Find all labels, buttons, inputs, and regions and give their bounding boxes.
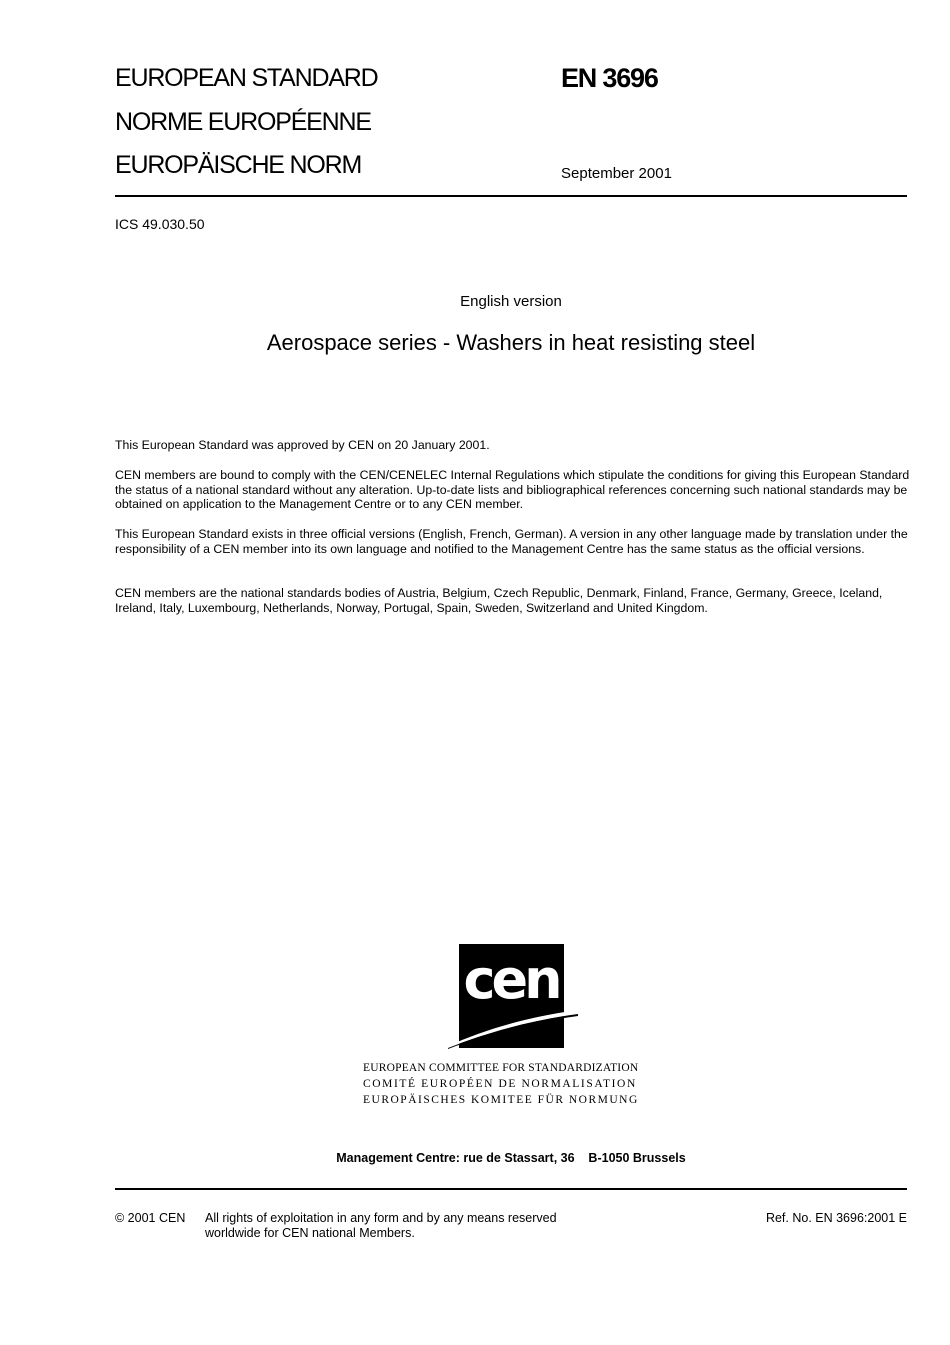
title-german: EUROPÄISCHE NORM: [115, 151, 362, 179]
approval-paragraph: This European Standard was approved by CEN on 20 January 2001.: [115, 438, 490, 452]
publication-date: September 2001: [561, 165, 672, 182]
committee-name-french: COMITÉ EUROPÉEN DE NORMALISATION: [363, 1078, 637, 1090]
language-version: English version: [460, 293, 562, 310]
header-divider: [115, 195, 907, 197]
logo-text: cen: [463, 948, 559, 1011]
title-english: EUROPEAN STANDARD: [115, 64, 378, 92]
members-paragraph: CEN members are the national standards bodies of Austria, Belgium, Czech Republic, Denmark, Finland, France, Germany, Greece, Iceland, Ireland, Italy, Luxembourg, Netherlands, Norway, Portugal, Spain, Sweden, Switzerland and United Kingdom.: [115, 586, 883, 615]
regulations-paragraph: CEN members are bound to comply with the CEN/CENELEC Internal Regulations which stipulate the conditions for giving this European Standard the status of a national standard without any alteration. Up-to-date lists and bibliographical references concerning such national standards may be obtained on application to the Management Centre or to any CEN member.: [115, 468, 910, 512]
document-number: EN 3696: [561, 63, 658, 93]
versions-paragraph: This European Standard exists in three official versions (English, French, German). A version in any other language made by translation under the responsibility of a CEN member into its own language and notified to the Management Centre has the same status as the official versions.: [115, 527, 908, 556]
rights-line-2: worldwide for CEN national Members.: [205, 1226, 415, 1240]
management-centre-address: Management Centre: rue de Stassart, 36 B-1050 Brussels: [336, 1151, 686, 1165]
footer-divider: [115, 1188, 907, 1190]
committee-name-german: EUROPÄISCHES KOMITEE FÜR NORMUNG: [363, 1094, 639, 1106]
cen-logo-icon: [448, 942, 578, 1050]
document-title: Aerospace series - Washers in heat resisting steel: [266, 330, 756, 355]
copyright-notice: © 2001 CEN: [115, 1211, 186, 1225]
rights-line-1: All rights of exploitation in any form and by any means reserved: [205, 1211, 557, 1225]
reference-number: Ref. No. EN 3696:2001 E: [765, 1211, 907, 1225]
ics-code: ICS 49.030.50: [115, 216, 205, 232]
title-french: NORME EUROPÉENNE: [115, 108, 371, 136]
committee-name-english: EUROPEAN COMMITTEE FOR STANDARDIZATION: [363, 1062, 639, 1074]
